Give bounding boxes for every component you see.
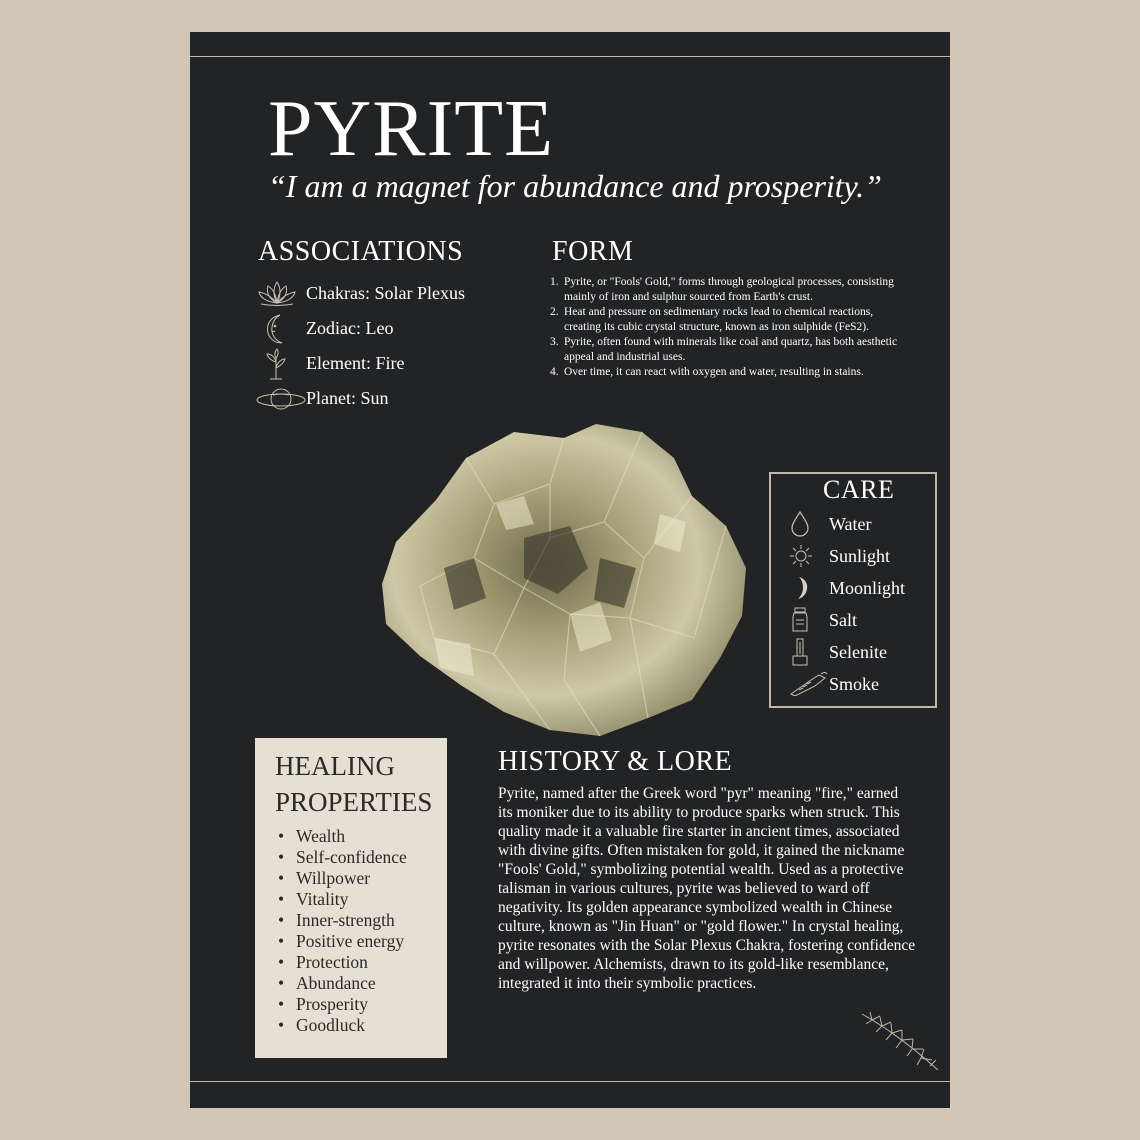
form-item-text: Over time, it can react with oxygen and water, resulting in stains. xyxy=(564,366,864,378)
care-label: Salt xyxy=(829,609,858,630)
care-heading: CARE xyxy=(823,475,895,504)
info-card xyxy=(190,32,950,1108)
care-item xyxy=(789,604,905,636)
association-item xyxy=(256,346,465,381)
healing-item: • Vitality xyxy=(278,889,407,910)
association-item xyxy=(256,276,465,311)
care-item xyxy=(789,636,905,668)
page-title: PYRITE xyxy=(268,85,554,173)
smudge-stick-icon xyxy=(789,671,829,697)
healing-item: • Protection xyxy=(278,952,407,973)
sprout-icon xyxy=(256,348,306,380)
associations-list xyxy=(256,276,465,416)
moon-icon xyxy=(789,575,829,601)
association-label: Chakras: Solar Plexus xyxy=(306,283,465,303)
care-list xyxy=(789,508,905,700)
lotus-icon xyxy=(256,278,306,310)
form-item xyxy=(552,335,912,365)
care-label: Smoke xyxy=(829,673,880,694)
care-item xyxy=(789,540,905,572)
care-label: Sunlight xyxy=(829,545,891,566)
affirmation: “I am a magnet for abundance and prosperity.” xyxy=(268,168,882,204)
form-item xyxy=(552,275,912,305)
planet-icon xyxy=(256,383,306,415)
crescent-moon-face-icon xyxy=(256,313,306,345)
association-item xyxy=(256,381,465,416)
pyrite-crystal-image xyxy=(374,418,764,748)
healing-heading xyxy=(275,748,445,820)
care-panel xyxy=(769,472,937,708)
healing-item: • Prosperity xyxy=(278,994,407,1015)
history-heading: HISTORY & LORE xyxy=(498,746,733,777)
association-label: Element: Fire xyxy=(306,353,405,373)
healing-item: • Abundance xyxy=(278,973,407,994)
care-label: Selenite xyxy=(829,641,887,662)
selenite-tower-icon xyxy=(789,639,829,665)
fern-icon xyxy=(858,1008,942,1074)
care-item xyxy=(789,668,905,700)
association-item xyxy=(256,311,465,346)
top-divider xyxy=(190,56,950,57)
form-item-text: Pyrite, or "Fools' Gold," forms through geological processes, consisting mainly of iron and sulphur sourced from Earth's crust. xyxy=(564,276,894,303)
association-label: Planet: Sun xyxy=(306,388,389,408)
form-item-number: 3. xyxy=(550,336,559,348)
healing-heading-line2: PROPERTIES xyxy=(275,787,433,817)
form-item-number: 2. xyxy=(550,306,559,318)
associations-heading: ASSOCIATIONS xyxy=(258,236,464,267)
form-item-number: 1. xyxy=(550,276,559,288)
healing-item: • Wealth xyxy=(278,826,407,847)
healing-item: • Positive energy xyxy=(278,931,407,952)
form-list xyxy=(552,275,912,380)
healing-item: • Inner-strength xyxy=(278,910,407,931)
healing-properties-panel xyxy=(255,738,447,1058)
form-item-text: Pyrite, often found with minerals like coal and quartz, has both aesthetic appeal and industrial uses. xyxy=(564,336,898,363)
water-drop-icon xyxy=(789,511,829,537)
healing-list xyxy=(278,826,407,1036)
association-label: Zodiac: Leo xyxy=(306,318,394,338)
healing-item: • Goodluck xyxy=(278,1015,407,1036)
salt-jar-icon xyxy=(789,607,829,633)
history-text: Pyrite, named after the Greek word "pyr" meaning "fire," earned its moniker due to its ability to produce sparks when struck. This quality made it a valuable fire starter in ancient times, associated with divine gifts. Often mistaken for gold, it gained the nickname "Fools' Gold," symbolizing potential wealth. Used as a protective talisman in various cultures, pyrite was believed to ward off negativity. Its golden appearance symbolized wealth in Chinese culture, known as "Jin Huan" or "gold flower." In crystal healing, pyrite resonates with the Solar Plexus Chakra, fostering confidence and willpower. Alchemists, drawn to its gold-like resemblance, integrated it into their symbolic practices. xyxy=(498,785,916,992)
form-heading: FORM xyxy=(552,236,634,267)
form-item-text: Heat and pressure on sedimentary rocks lead to chemical reactions, creating its cubic crystal structure, known as iron sulphide (FeS2). xyxy=(564,306,874,333)
care-label: Moonlight xyxy=(829,577,906,598)
bottom-divider xyxy=(190,1081,950,1082)
healing-item: • Willpower xyxy=(278,868,407,889)
healing-item: • Self-confidence xyxy=(278,847,407,868)
sun-icon xyxy=(789,543,829,569)
care-label: Water xyxy=(829,513,872,534)
form-item-number: 4. xyxy=(550,366,559,378)
care-item xyxy=(789,572,905,604)
healing-heading-line1: HEALING xyxy=(275,751,395,781)
care-item xyxy=(789,508,905,540)
form-item xyxy=(552,305,912,335)
form-item xyxy=(552,365,912,380)
